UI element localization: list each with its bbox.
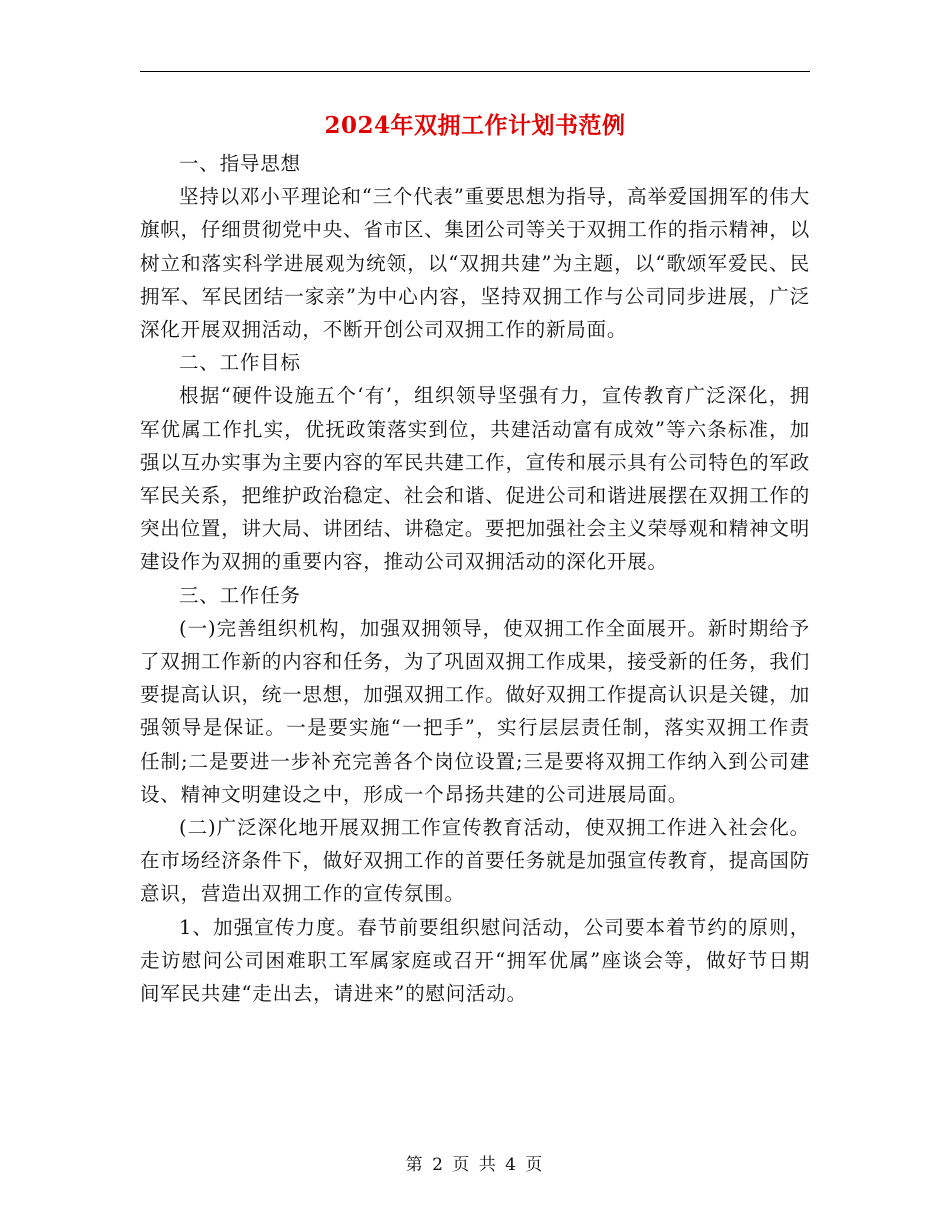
- paragraph: (一)完善组织机构，加强双拥领导，使双拥工作全面展开。新时期给予了双拥工作新的内容和任务，为了巩固双拥工作成果，接受新的任务，我们要提高认识，统一思想，加强双拥工作。做好双拥工作提高认识是关键，加强领导是保证。一是要实施“一把手”，实行层层责任制，落实双拥工作责任制;二是要进一步补充完善各个岗位设置;三是要将双拥工作纳入到公司建设、精神文明建设之中，形成一个昂扬共建的公司进展局面。: [140, 616, 810, 806]
- header-rule: [140, 71, 810, 72]
- section-heading-work-tasks: 三、工作任务: [179, 583, 301, 607]
- page-title: 2024年双拥工作计划书范例: [324, 112, 626, 139]
- section-heading-guiding-ideology: 一、指导思想: [179, 152, 301, 175]
- paragraph: (二)广泛深化地开展双拥工作宣传教育活动，使双拥工作进入社会化。在市场经济条件下，做好双拥工作的首要任务就是加强宣传教育，提高国防意识，营造出双拥工作的宣传氛围。: [140, 816, 810, 906]
- paragraph: 坚持以邓小平理论和“三个代表”重要思想为指导，高举爱国拥军的伟大旗帜，仔细贯彻党中央、省市区、集团公司等关于双拥工作的指示精神，以树立和落实科学进展观为统领，以“双拥共建”为主题，以“歌颂军爱民、民拥军、军民团结一家亲”为中心内容，坚持双拥工作与公司同步进展，广泛深化开展双拥活动，不断开创公司双拥工作的新局面。: [140, 185, 810, 342]
- paragraph: 根据“硬件设施五个‘有’，组织领导坚强有力，宣传教育广泛深化，拥军优属工作扎实，优抚政策落实到位，共建活动富有成效”等六条标准，加强以互办实事为主要内容的军民共建工作，宣传和展示具有公司特色的军政军民关系，把维护政治稳定、社会和谐、促进公司和谐进展摆在双拥工作的突出位置，讲大局、讲团结、讲稳定。要把加强社会主义荣辱观和精神文明建设作为双拥的重要内容，推动公司双拥活动的深化开展。: [140, 384, 810, 574]
- page-number-footer: 第 2 页 共 4 页: [405, 1155, 545, 1175]
- section-heading-work-goals: 二、工作目标: [179, 351, 301, 375]
- paragraph: 1、加强宣传力度。春节前要组织慰问活动，公司要本着节约的原则，走访慰问公司困难职工军属家庭或召开“拥军优属”座谈会等，做好节日期间军民共建“走出去，请进来”的慰问活动。: [140, 915, 810, 1006]
- document-body: [140, 147, 810, 1010]
